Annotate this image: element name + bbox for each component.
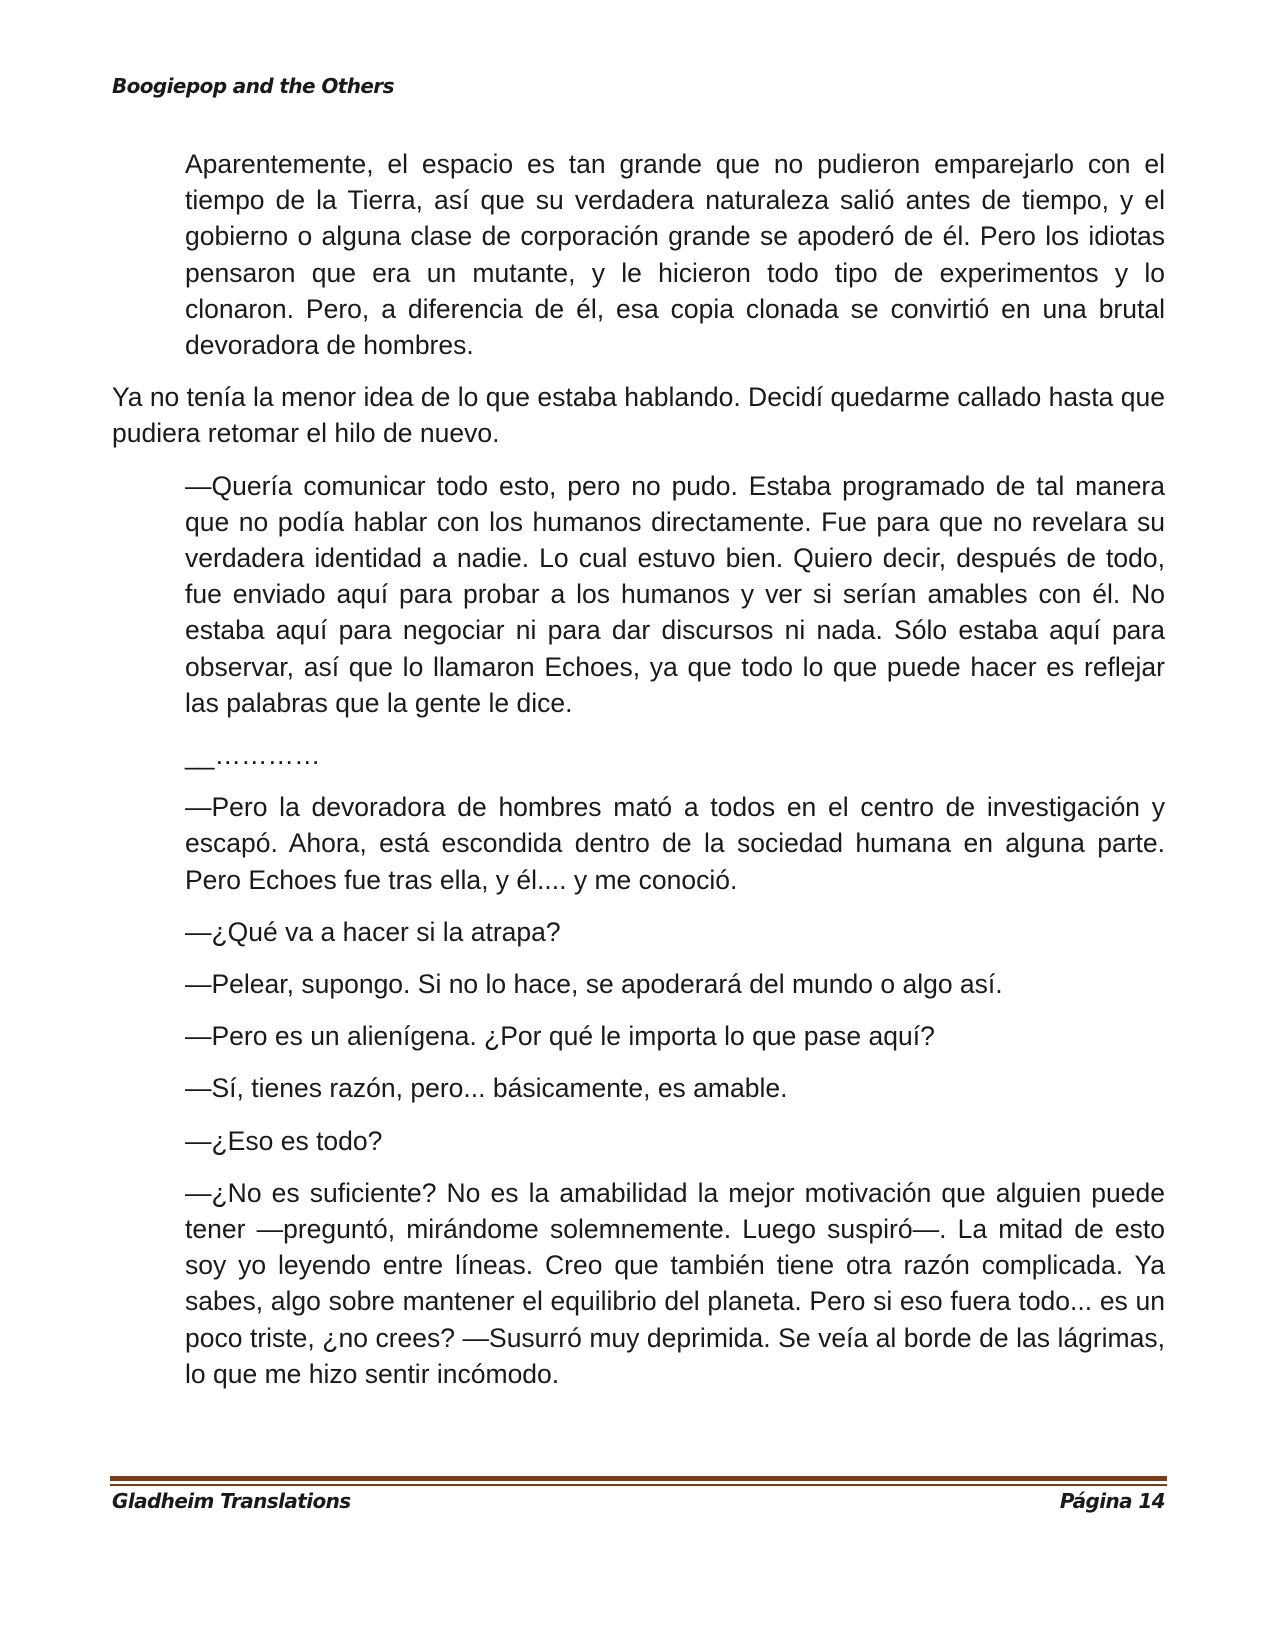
paragraph-10: —¿Eso es todo? xyxy=(185,1125,383,1156)
paragraph-1: Aparentemente, el espacio es tan grande que no pudieron emparejarlo con el tiempo de la Tierra, así que su verdadera naturaleza salió antes de tiempo, y el gobierno o alguna clase de corporación grande se apoderó de él. Pero los idiotas pensaron que era un mutante, y le hicieron todo tipo de experimentos y lo clonaron. Pero, a diferencia de él, esa copia clonada se convirtió en una brutal devoradora de hombres. xyxy=(185,149,1165,361)
paragraph-7: —Pelear, supongo. Si no lo hace, se apoderará del mundo o algo así. xyxy=(185,969,1003,1000)
footer-page-number: Página 14 xyxy=(1059,1489,1165,1513)
paragraph-2: Ya no tenía la menor idea de lo que estaba hablando. Decidí quedarme callado hasta que pudiera retomar el hilo de nuevo. xyxy=(112,382,1165,449)
footer-publisher: Gladheim Translations xyxy=(112,1489,351,1513)
paragraph-11: —¿No es suficiente? No es la amabilidad la mejor motivación que alguien puede tener —preguntó, mirándome solemnemente. Luego suspiró—. La mitad de esto soy yo leyendo entre líneas. Creo que también tiene otra razón complicada. Ya sabes, algo sobre mantener el equilibrio del planeta. Pero si eso fuera todo... es un poco triste, ¿no crees? —Susurró muy deprimida. Se veía al borde de las lágrimas, lo que me hizo sentir incómodo. xyxy=(185,1177,1165,1389)
page-body xyxy=(112,146,1165,1408)
paragraph-4: __………… xyxy=(185,740,321,771)
paragraph-8: —Pero es un alienígena. ¿Por qué le importa lo que pase aquí? xyxy=(185,1021,935,1052)
paragraph-9: —Sí, tienes razón, pero... básicamente, es amable. xyxy=(185,1073,788,1104)
footer-rule-thin xyxy=(110,1484,1167,1486)
paragraph-3: —Quería comunicar todo esto, pero no pudo. Estaba programado de tal manera que no podía hablar con los humanos directamente. Fue para que no revelara su verdadera identidad a nadie. Lo cual estuvo bien. Quiero decir, después de todo, fue enviado aquí para probar a los humanos y ver si serían amables con él. No estaba aquí para negociar ni para dar discursos ni nada. Sólo estaba aquí para observar, así que lo llamaron Echoes, ya que todo lo que puede hacer es reflejar las palabras que la gente le dice. xyxy=(185,470,1165,718)
running-header-title: Boogiepop and the Others xyxy=(112,74,394,98)
paragraph-5: —Pero la devoradora de hombres mató a todos en el centro de investigación y escapó. Ahora, está escondida dentro de la sociedad humana en alguna parte. Pero Echoes fue tras ella, y él.... y me conoció. xyxy=(185,792,1165,895)
paragraph-6: —¿Qué va a hacer si la atrapa? xyxy=(185,916,561,947)
footer-rule-thick xyxy=(110,1476,1167,1481)
